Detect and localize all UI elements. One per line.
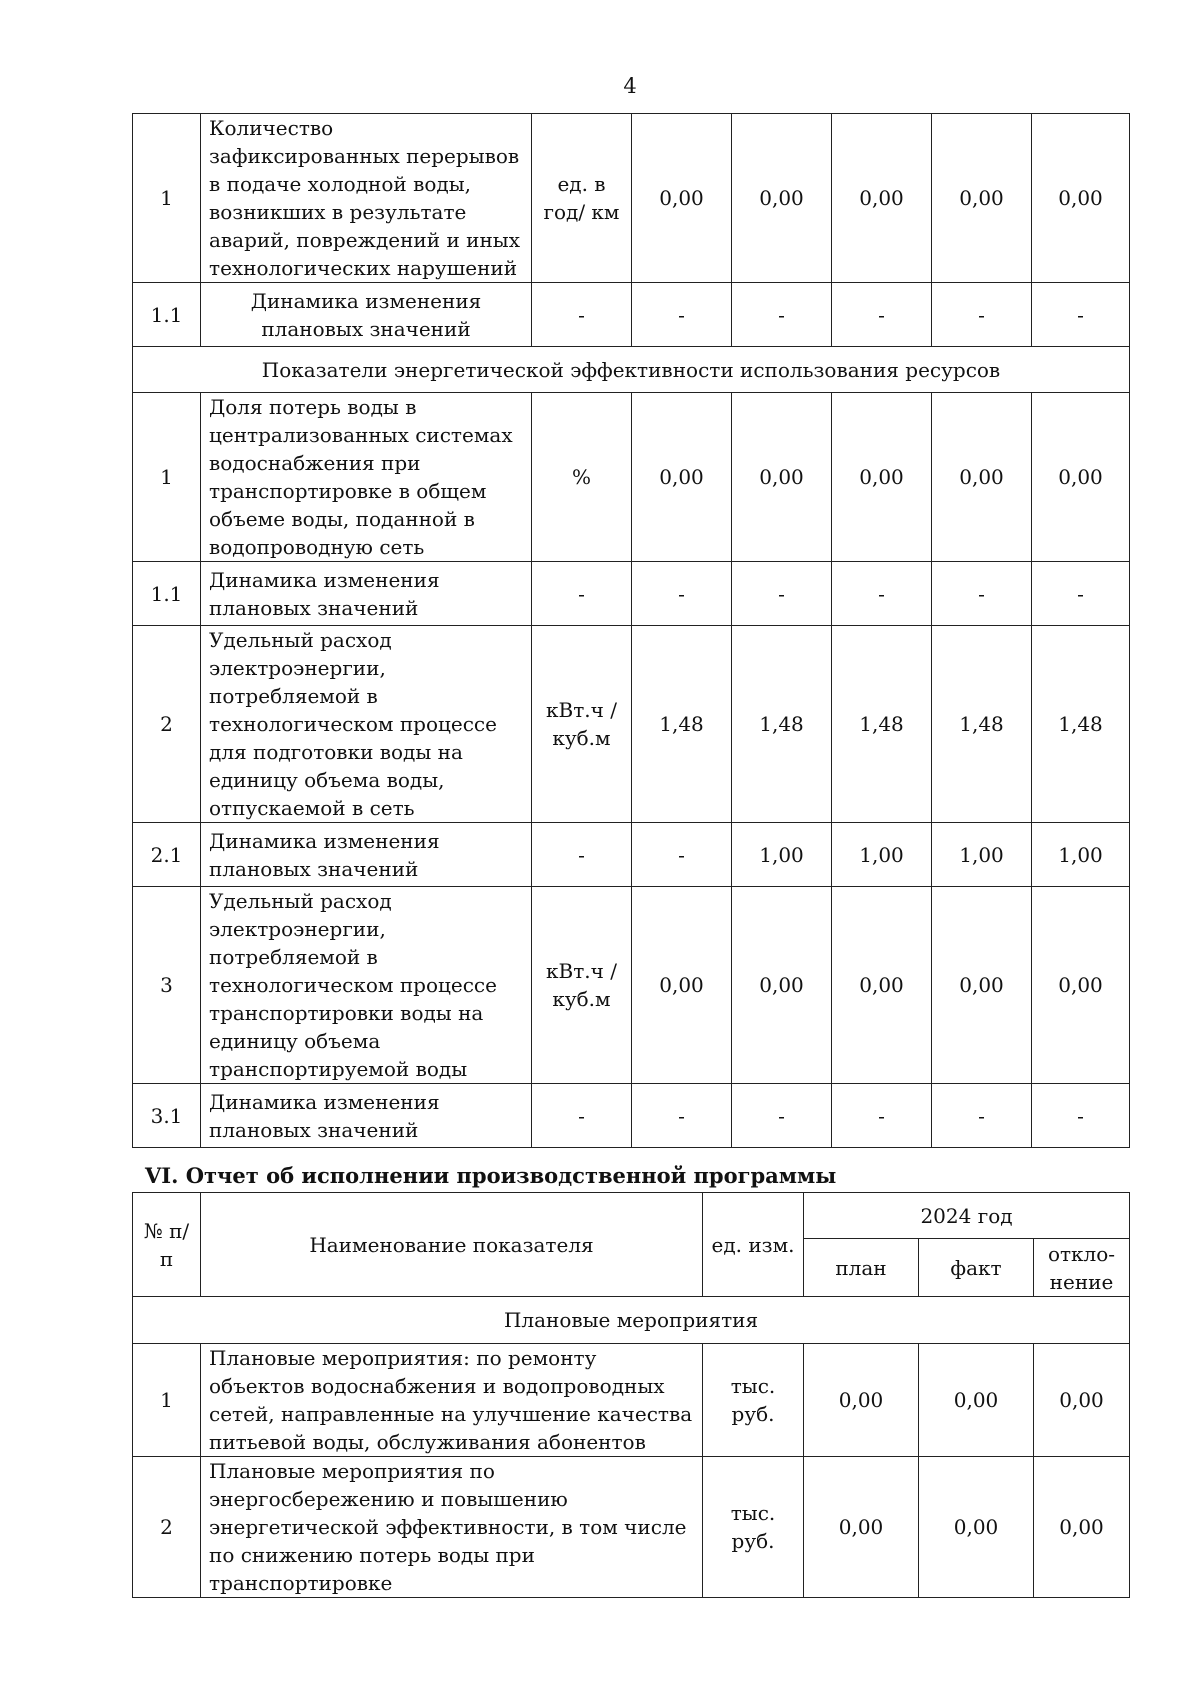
value-cell: 1,48 xyxy=(732,626,832,823)
deviation-cell: 0,00 xyxy=(1034,1457,1130,1598)
value-cell: 0,00 xyxy=(1032,887,1130,1084)
header-row xyxy=(133,1193,1130,1239)
fact-cell: 0,00 xyxy=(919,1457,1034,1598)
value-cell: 0,00 xyxy=(732,114,832,283)
indicator-name: Количество зафиксированных перерывов в подаче холодной воды, возникших в результате аварий, повреждений и иных технологических нарушений xyxy=(201,114,532,283)
program-report-table xyxy=(132,1192,1130,1598)
value-cell: - xyxy=(732,1084,832,1148)
row-number: 2.1 xyxy=(133,823,201,887)
value-cell: 1,48 xyxy=(632,626,732,823)
page-number: 4 xyxy=(623,74,637,98)
unit-cell: кВт.ч / куб.м xyxy=(532,626,632,823)
value-cell: - xyxy=(732,283,832,347)
measure-name: Плановые мероприятия: по ремонту объектов водоснабжения и водопроводных сетей, направленные на улучшение качества питьевой воды, обслуживания абонентов xyxy=(201,1344,703,1457)
value-cell: 0,00 xyxy=(732,393,832,562)
value-cell: - xyxy=(832,1084,932,1148)
unit-cell: - xyxy=(532,1084,632,1148)
row-number: 2 xyxy=(133,1457,201,1598)
unit-cell: - xyxy=(532,562,632,626)
row-number: 1 xyxy=(133,114,201,283)
plan-cell: 0,00 xyxy=(804,1457,919,1598)
value-cell: - xyxy=(1032,283,1130,347)
section-row xyxy=(133,347,1130,393)
table-row xyxy=(133,1344,1130,1457)
value-cell: 0,00 xyxy=(832,114,932,283)
col-header-year: 2024 год xyxy=(804,1193,1130,1239)
indicators-table xyxy=(132,113,1130,1148)
value-cell: 0,00 xyxy=(632,393,732,562)
unit-cell: ед. в год/ км xyxy=(532,114,632,283)
value-cell: - xyxy=(632,283,732,347)
unit-cell: кВт.ч / куб.м xyxy=(532,887,632,1084)
table-row xyxy=(133,1457,1130,1598)
value-cell: 1,00 xyxy=(932,823,1032,887)
unit-cell: тыс. руб. xyxy=(703,1457,804,1598)
value-cell: - xyxy=(732,562,832,626)
value-cell: 1,00 xyxy=(732,823,832,887)
value-cell: 0,00 xyxy=(1032,393,1130,562)
value-cell: - xyxy=(632,562,732,626)
value-cell: 1,48 xyxy=(832,626,932,823)
value-cell: - xyxy=(932,1084,1032,1148)
value-cell: 0,00 xyxy=(932,887,1032,1084)
table-row xyxy=(133,283,1130,347)
value-cell: 1,00 xyxy=(1032,823,1130,887)
indicator-name: Удельный расход электроэнергии, потребляемой в технологическом процессе для подготовки воды на единицу объема воды, отпускаемой в сеть xyxy=(201,626,532,823)
value-cell: 1,48 xyxy=(932,626,1032,823)
value-cell: - xyxy=(632,1084,732,1148)
row-number: 1.1 xyxy=(133,283,201,347)
table-row xyxy=(133,393,1130,562)
unit-cell: тыс. руб. xyxy=(703,1344,804,1457)
table-row xyxy=(133,823,1130,887)
unit-cell: % xyxy=(532,393,632,562)
value-cell: 1,00 xyxy=(832,823,932,887)
section-heading: Показатели энергетической эффективности использования ресурсов xyxy=(133,347,1130,393)
indicator-name: Динамика изменения плановых значений xyxy=(201,1084,532,1148)
row-number: 3 xyxy=(133,887,201,1084)
col-header-name: Наименование показателя xyxy=(201,1193,703,1297)
value-cell: - xyxy=(832,283,932,347)
value-cell: - xyxy=(1032,1084,1130,1148)
fact-cell: 0,00 xyxy=(919,1344,1034,1457)
value-cell: 0,00 xyxy=(632,887,732,1084)
value-cell: - xyxy=(932,283,1032,347)
measure-name: Плановые мероприятия по энергосбережению и повышению энергетической эффективности, в том числе по снижению потерь воды при транспортировке xyxy=(201,1457,703,1598)
col-header-fact: факт xyxy=(919,1239,1034,1297)
section-title: VI. Отчет об исполнении производственной программы xyxy=(145,1163,837,1188)
indicator-name: Доля потерь воды в централизованных системах водоснабжения при транспортировке в общем объеме воды, поданной в водопроводную сеть xyxy=(201,393,532,562)
value-cell: 0,00 xyxy=(932,114,1032,283)
deviation-cell: 0,00 xyxy=(1034,1344,1130,1457)
indicator-name: Динамика изменения плановых значений xyxy=(201,283,532,347)
row-number: 1 xyxy=(133,1344,201,1457)
row-number: 1 xyxy=(133,393,201,562)
value-cell: - xyxy=(832,562,932,626)
value-cell: 0,00 xyxy=(732,887,832,1084)
table-row xyxy=(133,114,1130,283)
indicator-name: Динамика изменения плановых значений xyxy=(201,562,532,626)
col-header-unit: ед. изм. xyxy=(703,1193,804,1297)
col-header-deviation: откло-нение xyxy=(1034,1239,1130,1297)
row-number: 1.1 xyxy=(133,562,201,626)
section-row xyxy=(133,1297,1130,1344)
row-number: 2 xyxy=(133,626,201,823)
table-row xyxy=(133,626,1130,823)
table-row xyxy=(133,562,1130,626)
value-cell: 0,00 xyxy=(632,114,732,283)
value-cell: 0,00 xyxy=(1032,114,1130,283)
unit-cell: - xyxy=(532,823,632,887)
row-number: 3.1 xyxy=(133,1084,201,1148)
value-cell: 0,00 xyxy=(832,887,932,1084)
value-cell: - xyxy=(1032,562,1130,626)
col-header-plan: план xyxy=(804,1239,919,1297)
section-heading: Плановые мероприятия xyxy=(133,1297,1130,1344)
table-row xyxy=(133,1084,1130,1148)
indicator-name: Динамика изменения плановых значений xyxy=(201,823,532,887)
value-cell: - xyxy=(632,823,732,887)
table-row xyxy=(133,887,1130,1084)
value-cell: 0,00 xyxy=(832,393,932,562)
value-cell: 1,48 xyxy=(1032,626,1130,823)
col-header-number: № п/п xyxy=(133,1193,201,1297)
value-cell: 0,00 xyxy=(932,393,1032,562)
indicator-name: Удельный расход электроэнергии, потребляемой в технологическом процессе транспортировки воды на единицу объема транспортируемой воды xyxy=(201,887,532,1084)
plan-cell: 0,00 xyxy=(804,1344,919,1457)
unit-cell: - xyxy=(532,283,632,347)
value-cell: - xyxy=(932,562,1032,626)
